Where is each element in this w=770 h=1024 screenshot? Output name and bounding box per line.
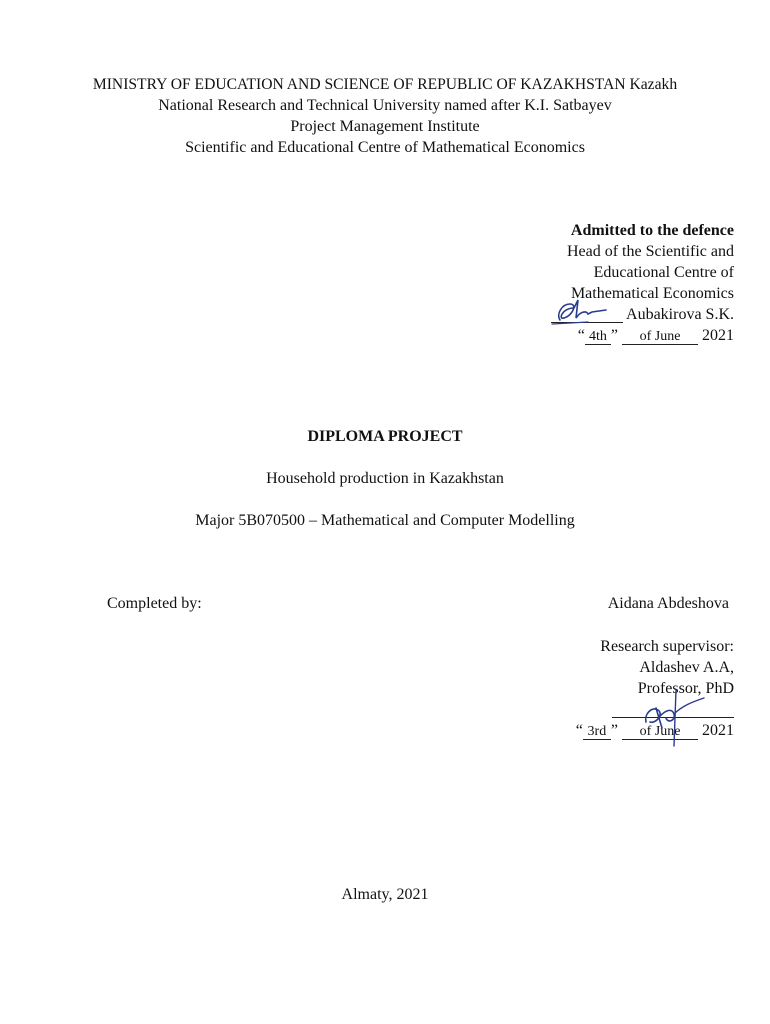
approval-signature-line (551, 304, 734, 325)
supervisor-label: Research supervisor: (600, 638, 734, 655)
approval-title: Admitted to the defence (570, 222, 734, 239)
supervisor-date-day: 3rd (583, 724, 611, 740)
supervisor-signature-blank (612, 702, 734, 718)
approval-head-name: Aubakirova S.K. (626, 306, 734, 323)
supervisor-signature-line (576, 699, 734, 720)
supervisor-date-year: 2021 (702, 722, 734, 739)
supervisor-date (576, 720, 734, 741)
supervisor-date-open-quote: “ (575, 722, 583, 739)
ministry-line: MINISTRY OF EDUCATION AND SCIENCE OF REPUBLIC OF KAZAKHSTAN Kazakh (92, 76, 678, 93)
approval-signature-blank (551, 307, 623, 323)
approval-date-open-quote: “ (577, 327, 585, 344)
supervisor-position: Professor, PhD (637, 680, 734, 697)
centre-line: Scientific and Educational Centre of Mathematical Economics (185, 139, 585, 156)
university-line: National Research and Technical University named after K.I. Satbayev (158, 97, 612, 114)
project-topic: Household production in Kazakhstan (266, 470, 504, 487)
supervisor-block (576, 636, 734, 741)
approval-date-close-quote: ” (610, 327, 618, 344)
approval-position-line-1: Head of the Scientific and (566, 243, 734, 260)
project-major: Major 5B070500 – Mathematical and Computer Modelling (195, 512, 575, 529)
approval-date-year: 2021 (702, 327, 734, 344)
completed-by-label: Completed by: (107, 595, 202, 612)
approval-block (551, 220, 734, 346)
supervisor-date-month: of June (622, 724, 698, 740)
approval-date-month: of June (622, 329, 698, 345)
supervisor-name: Aldashev A.A, (639, 659, 734, 676)
supervisor-date-close-quote: ” (610, 722, 618, 739)
student-name: Aidana Abdeshova (607, 595, 729, 612)
institute-line: Project Management Institute (290, 118, 480, 135)
project-title: DIPLOMA PROJECT (307, 428, 463, 445)
city-year: Almaty, 2021 (341, 886, 429, 903)
approval-position-line-2: Educational Centre of (593, 264, 734, 281)
approval-position-line-3: Mathematical Economics (570, 285, 734, 302)
institution-header (0, 74, 770, 158)
approval-date (551, 325, 734, 346)
approval-date-day: 4th (585, 329, 611, 345)
